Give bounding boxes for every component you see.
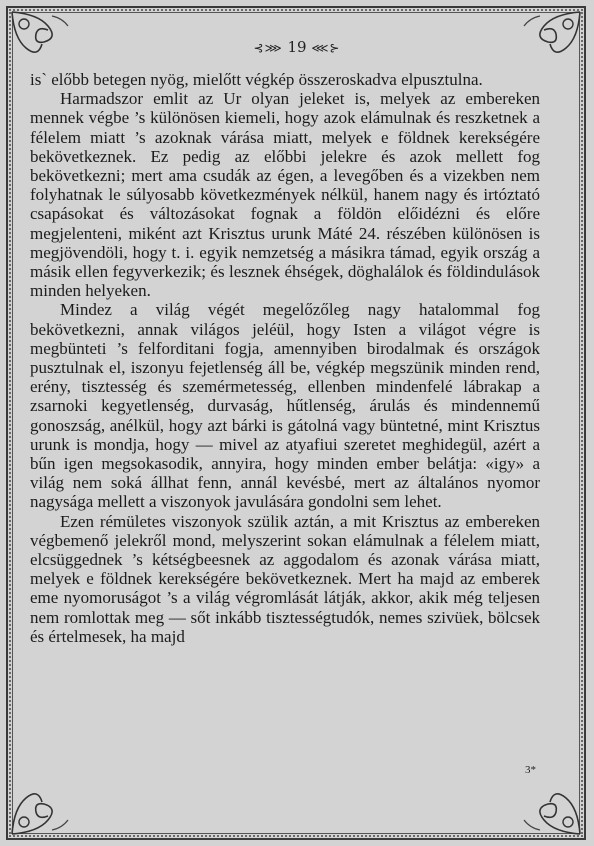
paragraph: Mindez a világ végét megelőzőleg nagy hatalommal fog bekövetkezni, annak világos jeléül, hogy Isten a világot végre is megbünteti ’s felforditani fogja, amennyiben birodalmak és országok pusztulnak el, iszonyu fejetlenség áll be, végkép megszünik minden rend, erény, tisztesség és szemérmetesség, ellenben mindenfelé lábrakap a zsarnoki kegyetlenség, durvaság, hűtlenség, árulás és mindennemű gonoszság, anélkül, hogy azt bárki is gátolná vagy büntetné, mint Krisztus urunk is mondja, hogy — mivel az atyafiui szeretet meghidegül, azért a bűn igen megsokasodik, annyira, hogy minden ember belátja: «igy» a világ nem soká állhat fenn, annál kevésbé, mert az általános nyomor nagysága mellett a viszonyok javulására gondolni sem lehet. — [30, 300, 540, 512]
header-ornament-right: ⋘⊱ — [311, 41, 341, 55]
paragraph-continued: is` előbb betegen nyög, mielőtt végkép összeroskadva elpusztulna. — [30, 70, 483, 89]
body-text — [30, 70, 540, 646]
page-header — [0, 38, 594, 56]
page-number: 19 — [287, 38, 307, 56]
corner-ornament-bottom-left — [8, 776, 78, 838]
corner-ornament-bottom-right — [514, 776, 584, 838]
signature-mark: 3* — [525, 764, 536, 776]
paragraph: Ezen rémületes viszonyok szülik aztán, a mit Krisztus az embereken végbemenő jelekről mond, melyszerint sokan elámulnak a félelem miatt, elcsüggednek ’s kétségbeesnek az aggodalom és azonak várása miatt, melyek e földnek kerekségére bekövetkeznek. Mert ha majd az emberek eme nyomoruságot ’s a világ végromlását látják, akkor, akik még teljesen nem romlottak meg — sőt inkább tisztességtudók, nemes szivüek, bölcsek és értelmesek, ha majd — [30, 511, 540, 646]
paragraph: Harmadszor emlit az Ur olyan jeleket is, melyek az embereken mennek végbe ’s különösen kiemeli, hogy azok elámulnak és reszketnek a félelem miatt ’s azoknak várása miatt, melyek e földnek kerekségére bekövetkeznek. Ez pedig az előbbi jelekre és azok mellett fog bekövetkezni; mert ama csudák az égen, a levegőben és a vizekben nem folyhatnak le súlyosabb következmények nélkül, hanem nagy és irtóztató csapásokat és változásokat fognak a földön előidézni és előre megjelenteni, miként azt Krisztus urunk Máté 24. részében különösen is megjövendöli, hogy t. i. egyik nemzetség a másikra támad, egyik ország a másik ellen fegyverkezik; és lesznek éhségek, döghalálok és földindulások minden helyeken. — [30, 89, 540, 301]
header-ornament-left: ⊰⋙ — [253, 41, 283, 55]
